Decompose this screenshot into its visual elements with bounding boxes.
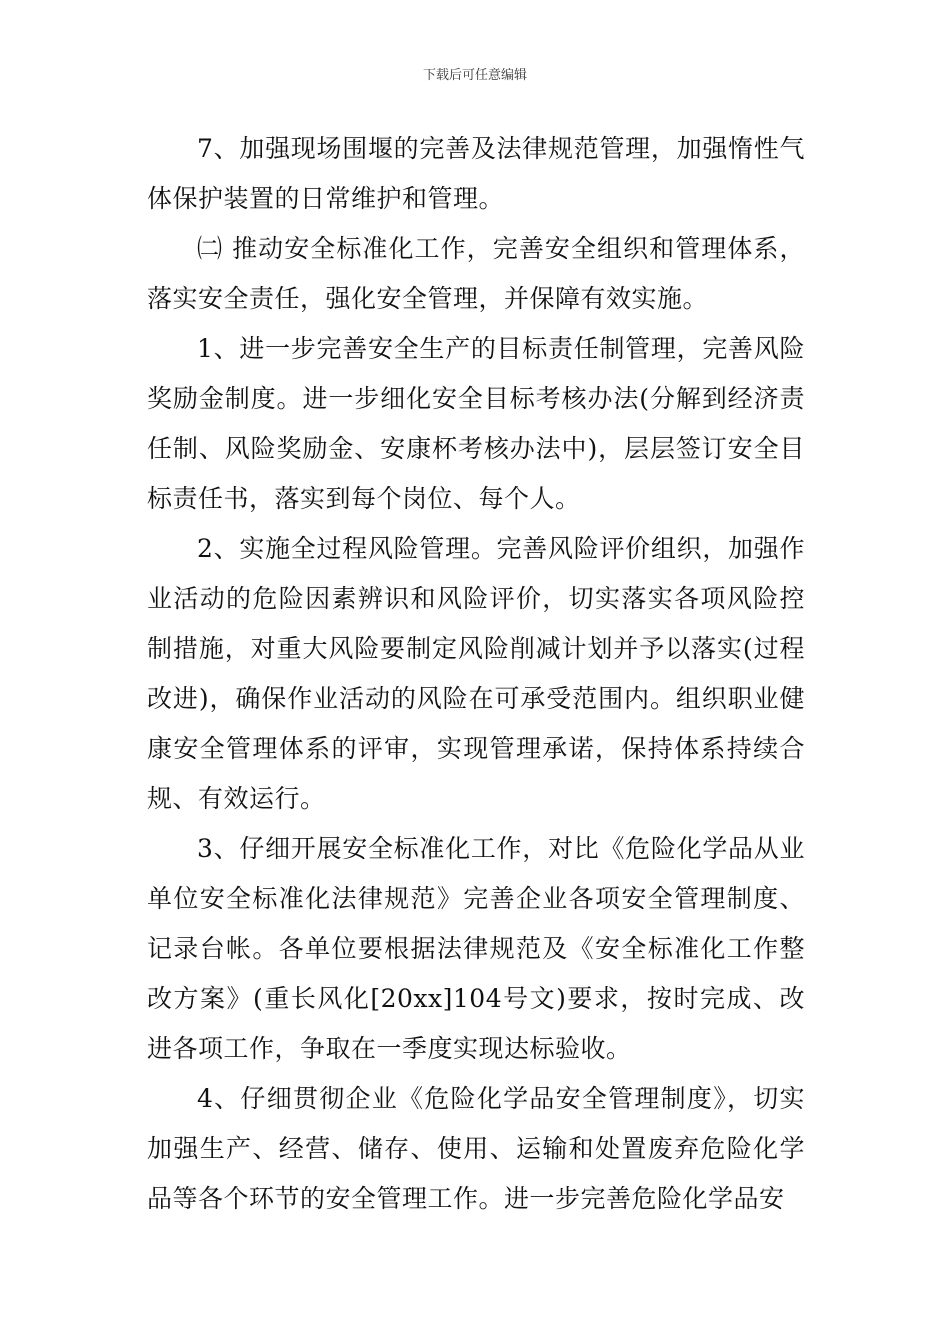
- paragraph-4: 4、仔细贯彻企业《危险化学品安全管理制度》，切实加强生产、经营、储存、使用、运输和处置废弃危险化学品等各个环节的安全管理工作。进一步完善危险化学品安: [147, 1084, 805, 1213]
- paragraph-7: 7、加强现场围堰的完善及法律规范管理，加强惰性气体保护装置的日常维护和管理。: [147, 134, 805, 213]
- paragraph-2: 2、实施全过程风险管理。完善风险评价组织，加强作业活动的危险因素辨识和风险评价，切实落实各项风险控制措施，对重大风险要制定风险削减计划并予以落实(过程改进)，确保作业活动的风险在可承受范围内。组织职业健康安全管理体系的评审，实现管理承诺，保持体系持续合规、有效运行。: [147, 534, 805, 813]
- paragraph-section-2: ㈡ 推动安全标准化工作，完善安全组织和管理体系，落实安全责任，强化安全管理，并保障有效实施。: [147, 234, 805, 313]
- paragraph-1: 1、进一步完善安全生产的目标责任制管理，完善风险奖励金制度。进一步细化安全目标考核办法(分解到经济责任制、风险奖励金、安康杯考核办法中)，层层签订安全目标责任书，落实到每个岗位、每个人。: [147, 334, 805, 513]
- page-header: 下载后可任意编辑: [422, 68, 527, 83]
- paragraph-3: 3、仔细开展安全标准化工作，对比《危险化学品从业单位安全标准化法律规范》完善企业各项安全管理制度、记录台帐。各单位要根据法律规范及《安全标准化工作整改方案》(重长风化[20xx]104号文)要求，按时完成、改进各项工作，争取在一季度实现达标验收。: [147, 834, 805, 1063]
- document-body: [147, 124, 805, 1224]
